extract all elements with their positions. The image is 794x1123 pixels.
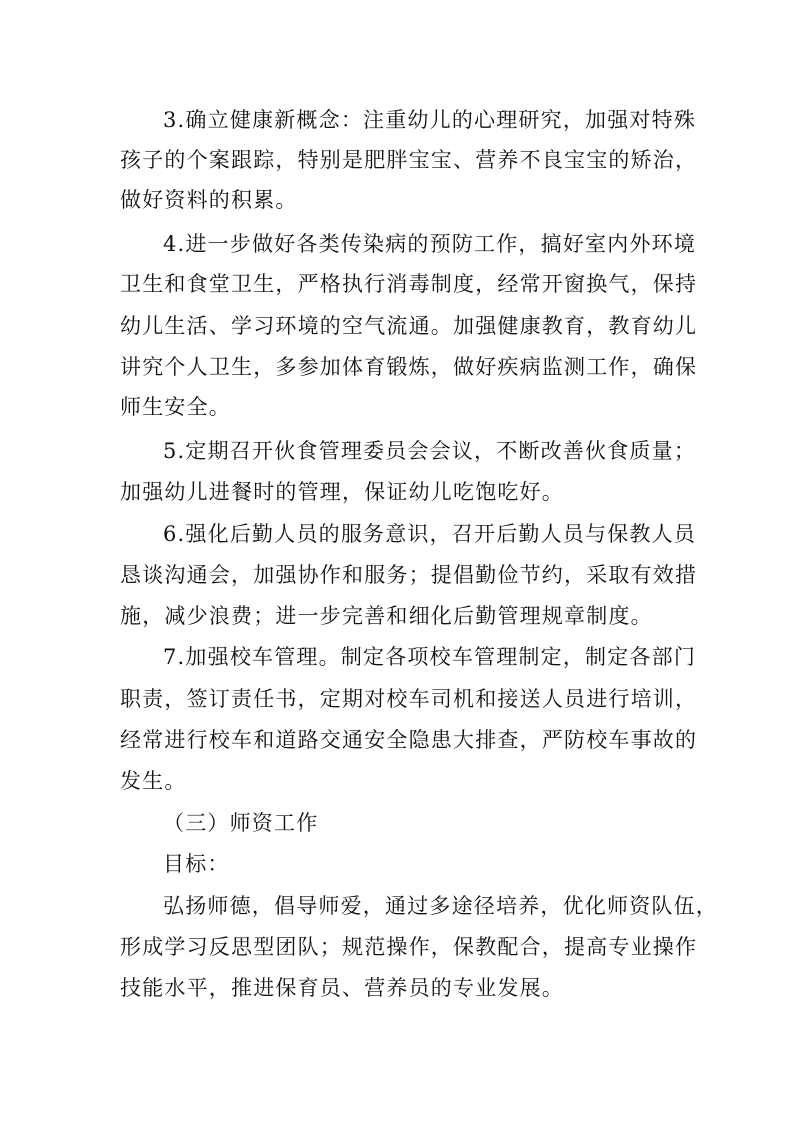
section-heading: （三）师资工作 bbox=[163, 811, 319, 835]
goal-paragraph-line-2: 形成学习反思型团队；规范操作，保教配合，提高专业操作 bbox=[120, 935, 698, 959]
paragraph-7-line-2: 职责，签订责任书，定期对校车司机和接送人员进行培训， bbox=[120, 687, 698, 711]
paragraph-4-line-1: 4.进一步做好各类传染病的预防工作，搞好室内外环境 bbox=[163, 232, 697, 256]
paragraph-6-line-3: 施，减少浪费；进一步完善和细化后勤管理规章制度。 bbox=[120, 604, 653, 628]
goal-label: 目标： bbox=[163, 852, 230, 876]
paragraph-3-line-2: 孩子的个案跟踪，特别是肥胖宝宝、营养不良宝宝的矫治， bbox=[120, 148, 698, 172]
paragraph-3-line-1: 3.确立健康新概念：注重幼儿的心理研究，加强对特殊 bbox=[163, 108, 697, 132]
paragraph-4-line-4: 讲究个人卫生，多参加体育锻炼，做好疾病监测工作，确保 bbox=[120, 355, 698, 379]
paragraph-4-line-3: 幼儿生活、学习环境的空气流通。加强健康教育，教育幼儿 bbox=[120, 314, 698, 338]
paragraph-7-line-4: 发生。 bbox=[120, 769, 187, 793]
paragraph-4-line-5: 师生安全。 bbox=[120, 395, 231, 419]
paragraph-6-line-1: 6.强化后勤人员的服务意识，召开后勤人员与保教人员 bbox=[163, 522, 697, 546]
paragraph-5-line-1: 5.定期召开伙食管理委员会会议，不断改善伙食质量； bbox=[163, 439, 697, 463]
paragraph-5-line-2: 加强幼儿进餐时的管理，保证幼儿吃饱吃好。 bbox=[120, 480, 564, 504]
paragraph-7-line-1: 7.加强校车管理。制定各项校车管理制定，制定各部门 bbox=[163, 645, 697, 669]
paragraph-7-line-3: 经常进行校车和道路交通安全隐患大排查，严防校车事故的 bbox=[120, 728, 698, 752]
goal-paragraph-line-3: 技能水平，推进保育员、营养员的专业发展。 bbox=[120, 976, 564, 1000]
goal-paragraph-line-1: 弘扬师德，倡导师爱，通过多途径培养，优化师资队伍， bbox=[163, 894, 718, 918]
paragraph-3-line-3: 做好资料的积累。 bbox=[120, 188, 298, 212]
paragraph-6-line-2: 恳谈沟通会，加强协作和服务；提倡勤俭节约，采取有效措 bbox=[120, 563, 698, 587]
paragraph-4-line-2: 卫生和食堂卫生，严格执行消毒制度，经常开窗换气，保持 bbox=[120, 272, 698, 296]
